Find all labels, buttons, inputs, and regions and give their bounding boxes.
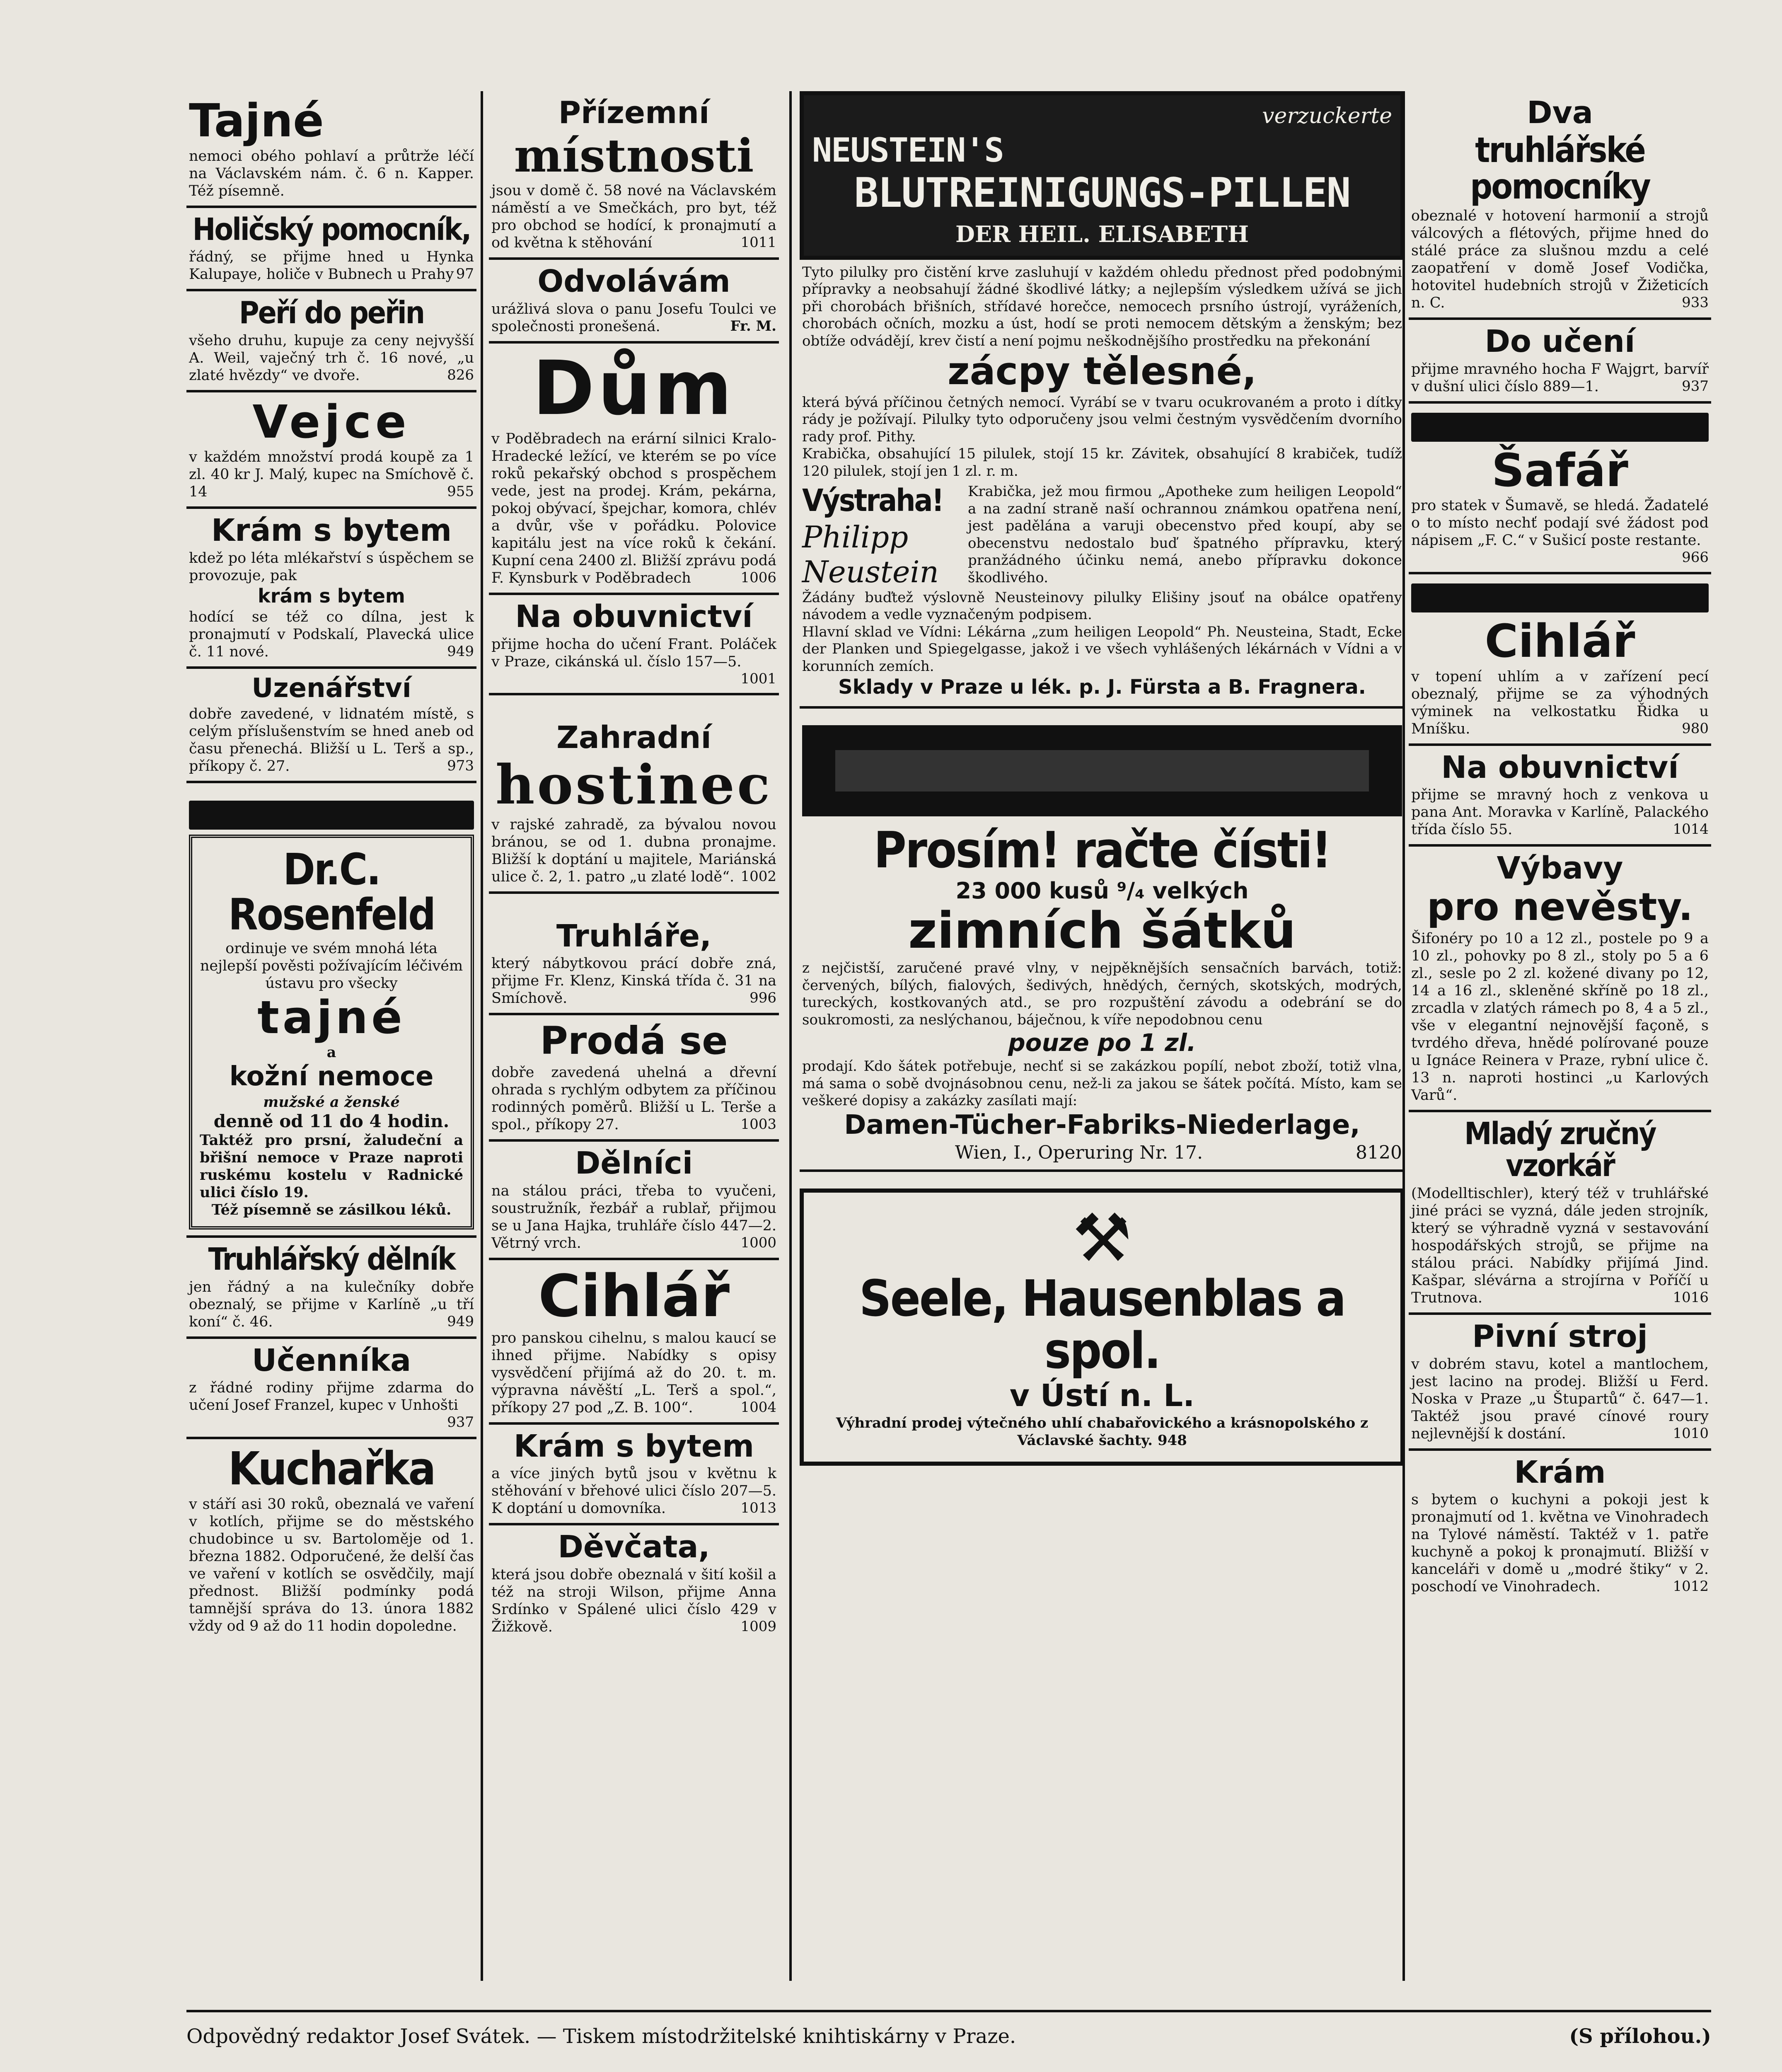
ad-number: 996	[750, 990, 776, 1007]
ad-text: Krabička, obsahující 15 pilulek, stojí 15 kr. Závitek, obsahující 8 krabiček, tudíž 120 pilulek, stojí jen 1 zl. r. m.	[802, 445, 1402, 479]
ad-text: Též písemně se zásilkou léků.	[211, 1201, 452, 1218]
ad-title: Dělníci	[575, 1145, 693, 1181]
ad-cihlar	[489, 1260, 779, 1425]
ad-title: Krám s bytem	[211, 513, 452, 549]
ad-text: denně od 11 do 4 hodin.	[213, 1111, 450, 1131]
ad-number: 1009	[740, 1618, 776, 1635]
column-2	[489, 91, 779, 1641]
ad-peri	[186, 291, 476, 392]
banner-top: verzuckerte	[1262, 104, 1392, 128]
ad-sign: Fr. M.	[730, 317, 776, 334]
ad-body: v rajské zahradě, za bývalou novou bránou, se od 1. dubna pronajme. Bližší k doptání u majitele, Mariánská ulice č. 2, 1. patro „u zlaté lodě“.	[491, 816, 776, 885]
ad-text	[491, 636, 776, 687]
ad-body: dobře zavedená uhelná a dřevní ohrada s rychlým odbytem za příčinou rodinných poměrů. Bližší u L. Terše a spol., příkopy 27.	[491, 1064, 776, 1133]
ad-number: 949	[447, 643, 474, 660]
column-rule	[481, 91, 483, 1981]
ad-title: pro nevěsty.	[1427, 884, 1693, 929]
ad-title: Učenníka	[251, 1342, 411, 1378]
ad-title: Vejce	[252, 395, 411, 448]
ad-proda	[489, 1015, 779, 1142]
ad-text	[189, 248, 474, 283]
ad-body: přijme mravného hocha F Wajgrt, barvíř v dušní ulici číslo 889—1.	[1411, 361, 1709, 395]
ad-text	[491, 955, 776, 1007]
ad-kram-4	[1409, 1451, 1711, 1602]
footer-right: (S přílohou.)	[1569, 2025, 1711, 2048]
ad-text: a	[326, 1044, 336, 1061]
ad-devcata	[489, 1525, 779, 1641]
ad-text: Hlavní sklad ve Vídni: Lékárna „zum heiligen Leopold“ Ph. Neusteina, Stadt, Ecke der Planken und Spiegelgasse, jakož i ve všech vyhlášených lékárnách v Vídni a v korunních zemích.	[802, 623, 1402, 675]
ad-cihlar-4	[1409, 574, 1711, 746]
ad-text: v stáří asi 30 roků, obeznalá ve vaření v kotlích, přijme se do městského chudobince u sv. Bartoloměje od 1. března 1882. Odporučené, že delší čas ve vaření v kotlích se osvědčily, mají přednost. Bližší podmínky podá tamnější správa do 13. února 1882 vždy od 9 až do 11 hodin dopoledne.	[189, 1496, 474, 1634]
ad-title: Holičský pomocník,	[192, 211, 471, 247]
ad-number: 973	[447, 757, 474, 774]
ad-body: (Modelltischler), který též v truhlářské jiné práci se vyzná, dále jeden strojník, který se výhradně vyzná v sestavování hospodářských strojů, se přijme na stálou práci. Nabídky přijímá Jind. Kašpar, slévárna a strojírna v Poříčí u Trutnova.	[1411, 1185, 1709, 1306]
ad-body: obeznalé v hotovení harmonií a strojů válcových a flétových, přijme hned do stálé práce za slušnou mzdu a celé zaopatření v domě Josef Vodička, hotovitel hudebních strojů v Žižeticích n. C.	[1411, 208, 1709, 312]
ad-number: 955	[447, 483, 474, 500]
ad-text	[189, 705, 474, 775]
ad-number: 948	[1157, 1432, 1187, 1449]
ad-obuvnictvi-4	[1409, 746, 1711, 847]
ad-text	[491, 1329, 776, 1416]
ad-number: 97	[456, 266, 474, 283]
ad-title: Cihlář	[1485, 615, 1635, 668]
ad-heading: zácpy tělesné,	[948, 349, 1257, 394]
banner-title: BLUTREINIGUNGS-PILLEN	[854, 169, 1350, 217]
ad-body: hodící se též co dílna, jest k pronajmutí v Podskalí, Plavecká ulice č. 11 nové.	[189, 609, 474, 661]
ad-body: v Poděbradech na erární silnici Kralo-Hradecké ležící, ve kterém se po více roků pekařský obchod s prospěchem vede, jest na prodej. Krám, pekárna, pokoj obývací, špejchar, komora, chlév a dvůr, vše v pořádku. Polovice kapitálu jest na více roků k čekání. Kupní cena 2400 zl. Bližší zprávu podá F. Kynsburk v Poděbradech	[491, 430, 776, 586]
ad-text	[1411, 668, 1709, 738]
ad-ucennika	[186, 1339, 476, 1439]
ad-title: Uzenářství	[251, 673, 411, 704]
ad-satky	[800, 709, 1405, 1172]
ad-subtitle: krám s bytem	[258, 585, 405, 608]
ad-text: která bývá příčinou četných nemocí. Vyrábí se v tvaru ocukrovaném a proto i dítky rády je požívají. Pilulky tyto odporučeny jsou velmi čestným vysvědčením dvorního rady prof. Pithy.	[802, 394, 1402, 445]
ad-body: pro panskou cihelnu, s malou kaucí se ihned přijme. Nabídky s opisy vysvědčení přijímá až do 20. t. m. výpravna návěští „L. Terš a spol.“, příkopy 27 pod „Z. B. 100“.	[491, 1329, 776, 1416]
ad-kucharka	[186, 1439, 476, 1641]
ad-number: 1002	[740, 868, 776, 885]
ad-heading: Výstraha!	[802, 483, 943, 519]
ad-do-uceni	[1409, 320, 1711, 404]
ad-odvolavam	[489, 260, 779, 344]
ad-number: 8120	[1356, 1142, 1402, 1163]
ad-title: místnosti	[514, 128, 754, 182]
ad-text	[1411, 207, 1709, 312]
column-4	[1409, 91, 1711, 1601]
ad-seele	[800, 1188, 1405, 1466]
ad-title: Truhláře,	[556, 918, 712, 954]
ad-text: mužské a ženské	[263, 1093, 400, 1111]
ad-obuvnictvi	[489, 595, 779, 695]
vystraha-row	[802, 483, 1402, 589]
ad-body: s bytem o kuchyni a pokoji jest k pronajmutí od 1. května ve Vinohradech na Tylové náměstí. Taktéž v 1. patře kuchyně a pokoj k pronajmutí. Bližší v kanceláři v domě u „modré štiky“ v 2. poschodí ve Vinohradech.	[1411, 1491, 1709, 1595]
ad-vybavy	[1409, 847, 1711, 1112]
ad-body: Výhradní prodej výtečného uhlí chabařovického a krásnopolského z Václavské šachty.	[836, 1415, 1369, 1449]
ad-text	[491, 816, 776, 886]
ad-firm: Damen-Tücher-Fabriks-Niederlage,	[844, 1109, 1360, 1140]
ad-body: jen řádný a na kulečníky dobře obeznalý, se přijme v Karlíně „u tří koní“ č. 46.	[189, 1278, 474, 1330]
ad-number: 1000	[740, 1234, 776, 1251]
ad-body: v topení uhlím a v zařízení pecí obeznalý, přijme se za výhodných výminek na velkostatku Řidka u Mníšku.	[1411, 668, 1709, 737]
ad-text	[491, 430, 776, 587]
decorative-banner	[1411, 413, 1709, 442]
banner-name: NEUSTEIN'S	[812, 131, 1003, 169]
ad-truhlare	[489, 894, 779, 1016]
ad-title: Seele, Hausenblas a spol.	[859, 1270, 1345, 1380]
ad-heading: pouze po 1 zl.	[1008, 1029, 1196, 1057]
ad-title: Do učení	[1485, 324, 1635, 360]
ad-number: 1003	[740, 1116, 776, 1133]
ad-number: 1012	[1673, 1578, 1709, 1595]
ad-text: nemoci obého pohlaví a průtrže léčí na Václavském nám. č. 6 n. Kapper. Též písemně.	[189, 148, 474, 199]
ad-text: Tyto pilulky pro čistění krve zasluhují v každém ohledu přednost před podobnými přípravky a neobsahují žádné škodlivé látky; a nejlepším výsledkem užívá se jich při chorobách břišních, střídavé horečce, nemocech prsního ústrojí, vyráženích, chorobách očních, mozku a úst, hodí se proti nemocem dětským a ženským; bez obtíže odvádějí, krev čistí a není pojmu neškodnějšího prostředku na překonání	[802, 264, 1402, 349]
ad-body: dobře zavedené, v lidnatém místě, s celým příslušenstvím se hned aneb od času přenechá. Bližší u L. Terš a sp., příkopy č. 27.	[189, 705, 474, 775]
ad-body: pro statek v Šumavě, se hledá. Žadatelé o to místo nechť podají své žádost pod nápisem „F. C.“ v Sušicí poste restante.	[1411, 497, 1709, 549]
ad-text	[189, 1379, 474, 1431]
ad-rosenfeld	[186, 783, 476, 1238]
ad-kram	[186, 509, 476, 669]
ad-number: 937	[447, 1414, 474, 1431]
ad-number: 1004	[740, 1399, 776, 1416]
ad-title: Na obuvnictví	[515, 598, 753, 634]
ad-body: řádný, se přijme hned u Hynka Kalupaye, holiče v Bubnech u Prahy	[189, 249, 474, 283]
ad-body: přijme hocha do učení Frant. Poláček v Praze, cikánská ul. číslo 157—5.	[491, 636, 776, 670]
rosenfeld-box	[189, 835, 474, 1230]
ad-body: který nábytkovou prácí dobře zná, přijme Fr. Klenz, Kinská třída č. 31 na Smíchově.	[491, 955, 776, 1007]
ad-holicsky	[186, 208, 476, 292]
ad-title: hostinec	[495, 753, 773, 817]
ad-text	[1411, 361, 1709, 395]
ad-text: prodají. Kdo šátek potřebuje, nechť si se zakázkou popílí, nebot zboží, totiž vlna, má sama o sobě dvojnásobnou cenu, než-li za jakou se šátek počítá. Místo, kam se veškeré dopisy a zakázky zasílati mají:	[802, 1058, 1402, 1109]
ad-number: 826	[447, 366, 474, 383]
ad-vejce	[186, 392, 476, 509]
ad-number: 1001	[740, 670, 776, 687]
ad-text: ordinuje ve svém mnohá léta nejlepší pověsti požívajícím léčivém ústavu pro všecky	[200, 940, 463, 992]
ad-text	[1411, 1491, 1709, 1595]
ad-number: 949	[447, 1313, 474, 1330]
ad-number: 966	[1682, 549, 1709, 566]
ad-body: v každém množství prodá koupě za 1 zl. 40 kr J. Malý, kupec na Smíchově č. 14	[189, 449, 474, 501]
ad-body: na stálou práci, třeba to vyučeni, soustružník, řezbář a rublař, přijmou se u Jana Hajka, truhláře číslo 447—2. Větrný vrch.	[491, 1182, 776, 1251]
ad-text	[1411, 1356, 1709, 1443]
ad-text: Taktéž pro prsní, žaludeční a břišní nemoce v Praze naproti ruskému kostelu v Radnické ulici číslo 19.	[200, 1132, 463, 1201]
ad-prizemni	[489, 91, 779, 260]
ad-title: Děvčata,	[558, 1529, 710, 1565]
ad-title: Dva	[1527, 95, 1593, 131]
ad-text	[1411, 786, 1709, 838]
column-3	[800, 91, 1405, 1466]
ad-body: která jsou dobře obeznalá v šití košil a též na stroji Wilson, přijme Anna Srdínko v Spálené ulici číslo 429 v Žižkově.	[491, 1566, 776, 1635]
ad-number: 1016	[1673, 1289, 1709, 1306]
ad-uzenarstvi	[186, 669, 476, 783]
ad-text	[189, 608, 474, 661]
ad-body: přijme se mravný hoch z venkova u pana Ant. Moravka v Karlíně, Palackého třída číslo 55.	[1411, 787, 1709, 838]
ad-text: kdež po léta mlékařství s úspěchem se provozuje, pak	[189, 550, 474, 584]
ad-heading: kožní nemoce	[229, 1061, 434, 1092]
ad-body: v dobrém stavu, kotel a mantlochem, jest lacino na prodej. Bližší u Ferd. Noska v Praze „u Štupartů“ č. 647—1. Taktéž jsou pravé cínové roury nejlevnější k dostání.	[1411, 1356, 1709, 1442]
ad-title: Zahradní	[556, 720, 711, 756]
ad-pillen	[800, 260, 1405, 709]
ad-title: Kuchařka	[228, 1442, 435, 1496]
ad-title: Pivní stroj	[1472, 1318, 1648, 1354]
ad-text	[189, 332, 474, 384]
ad-number: 1011	[740, 234, 776, 251]
ad-title: Truhlářský dělník	[208, 1242, 455, 1277]
ad-body: jsou v domě č. 58 nové na Václavském náměstí a ve Smečkách, pro byt, též pro obchod se hodící, k pronajmutí a od května k stěhování	[491, 182, 776, 252]
ad-number: 1006	[740, 569, 776, 586]
ad-title: zimních šátků	[908, 902, 1296, 960]
decorative-bar	[802, 725, 1402, 816]
neustein-banner	[800, 91, 1405, 260]
ad-text	[491, 1465, 776, 1517]
ad-text	[189, 448, 474, 501]
banner-sub: DER HEIL. ELISABETH	[955, 221, 1249, 247]
ad-kram2	[489, 1425, 779, 1526]
ad-title: Prosím! račte čísti!	[873, 821, 1331, 879]
ad-number: 937	[1682, 378, 1709, 395]
vystraha-left	[802, 483, 960, 589]
ad-body: a více jiných bytů jsou v květnu k stěhování v břehové ulici číslo 207—5. K doptání u domovníka.	[491, 1465, 776, 1517]
ad-heading: tajné	[257, 990, 406, 1044]
hammers-icon: ⚒	[1072, 1199, 1132, 1277]
ad-title: Dr.C. Rosenfeld	[228, 844, 435, 940]
ad-title: Krám	[1514, 1454, 1606, 1490]
ad-body: urážlivá slova o panu Josefu Toulci ve společnosti pronešená.	[491, 300, 776, 335]
ad-pivni	[1409, 1315, 1711, 1451]
ad-vzorkar	[1409, 1112, 1711, 1315]
ad-text	[1411, 1185, 1709, 1307]
ad-text	[491, 300, 776, 335]
ad-text: Žádány buďtež výslovně Neusteinovy pilulky Elišiny jsouť na obálce opatřeny návodem a vedle vyznačeným podpisem.	[802, 589, 1402, 623]
ad-dva	[1409, 91, 1711, 320]
ad-title: Výbavy	[1497, 850, 1623, 886]
column-1	[186, 91, 476, 1641]
ad-safar	[1409, 404, 1711, 574]
ad-title: Dům	[532, 345, 735, 432]
ad-title: Odvolávám	[537, 264, 730, 300]
decorative-banner	[1411, 583, 1709, 612]
ad-tajne	[186, 91, 476, 208]
ad-title: Prodá se	[540, 1019, 728, 1063]
ad-title: Přízemní	[558, 95, 710, 131]
ad-zahradni	[489, 695, 779, 893]
ad-body: všeho druhu, kupuje za ceny nejvyšší A. Weil, vaječný trh č. 16 nové, „u zlaté hvězdy“ ve dvoře.	[189, 332, 474, 384]
decorative-banner	[189, 801, 474, 830]
ad-title: Tajné	[189, 94, 324, 147]
column-rule	[789, 91, 792, 1981]
ad-title: Krám s bytem	[513, 1428, 754, 1464]
ad-delnici	[489, 1142, 779, 1260]
ad-text	[812, 1415, 1392, 1449]
ad-text	[491, 1064, 776, 1133]
ad-text: z nejčistší, zaručené pravé vlny, v nejpěknějších sensačních barvách, totiž: červených, bílých, fialových, šedivých, hnědých, černých, skotských, modrých, tureckých, kostkovaných atd., se pro rozpuštění závodu a odebrání se do soukromosti, za neslýchanou, báječnou, k víře nepodobnou cenu	[802, 960, 1402, 1028]
ad-number: 1013	[740, 1500, 776, 1517]
footer-text: Odpovědný redaktor Josef Svátek. — Tiskem místodržitelské knihtiskárny v Praze.	[186, 2025, 1016, 2048]
ad-text	[189, 1278, 474, 1331]
ad-footer: Sklady v Praze u lék. p. J. Fürsta a B. Fragnera.	[838, 675, 1366, 699]
ad-count: 23 000 kusů ⁹/₄ velkých	[955, 877, 1249, 904]
ad-number: 933	[1682, 294, 1709, 311]
ad-number: 980	[1682, 720, 1709, 737]
ad-title: Mladý zručný vzorkář	[1464, 1116, 1656, 1184]
ad-dum	[489, 344, 779, 595]
ad-text	[491, 182, 776, 252]
ad-address: Wien, I., Operuring Nr. 17.	[955, 1142, 1203, 1163]
ad-title: Cihlář	[538, 1262, 730, 1330]
ad-place: v Ústí n. L.	[1009, 1378, 1195, 1414]
ad-truhlarsky	[186, 1238, 476, 1339]
ad-text: Krabička, jež mou firmou „Apotheke zum heiligen Leopold“ a na zadní straně naší ochrannou známkou opatřena není, jest padělána a varuji obecenstvo před koupí, aby se obecenstvu nedostalo buď špatného přípravku, který pranžádného účinku nemá, anebo přípravku dokonce škodlivého.	[968, 483, 1402, 586]
ad-number: 1014	[1673, 821, 1709, 838]
ad-text	[1411, 497, 1709, 566]
ad-body: z řádné rodiny přijme zdarma do učení Josef Franzel, kupec v Unhošti	[189, 1380, 474, 1414]
ad-text	[802, 1142, 1402, 1164]
ad-text: Šifonéry po 10 a 12 zl., postele po 9 a 10 zl., pohovky po 8 zl., stoly po 5 a 6 zl., sesle po 2 zl. kožené divany po 12, 14 a 16 zl., skleněné skříně po 18 zl., zrcadla v zlatých rámech po 8, 4 a 5 zl., vše v elegantní nejnovější façoně, s tvrdého dřeva, hnědé polírované pouze u Ignáce Reinera v Praze, rybní ulice č. 13 n. naproti hostinci „u Karlových Varů“.	[1411, 930, 1709, 1104]
ad-title: Na obuvnictví	[1441, 749, 1679, 785]
ad-text	[491, 1182, 776, 1252]
ad-title: truhlářské pomocníky	[1470, 129, 1650, 207]
page-footer	[186, 2010, 1711, 2048]
ad-title: Šafář	[1492, 443, 1628, 497]
ad-number: 1010	[1673, 1425, 1709, 1442]
ad-text	[491, 1566, 776, 1636]
ad-title: Peří do peřin	[239, 295, 424, 331]
signature-text: Philipp Neustein	[802, 519, 939, 589]
